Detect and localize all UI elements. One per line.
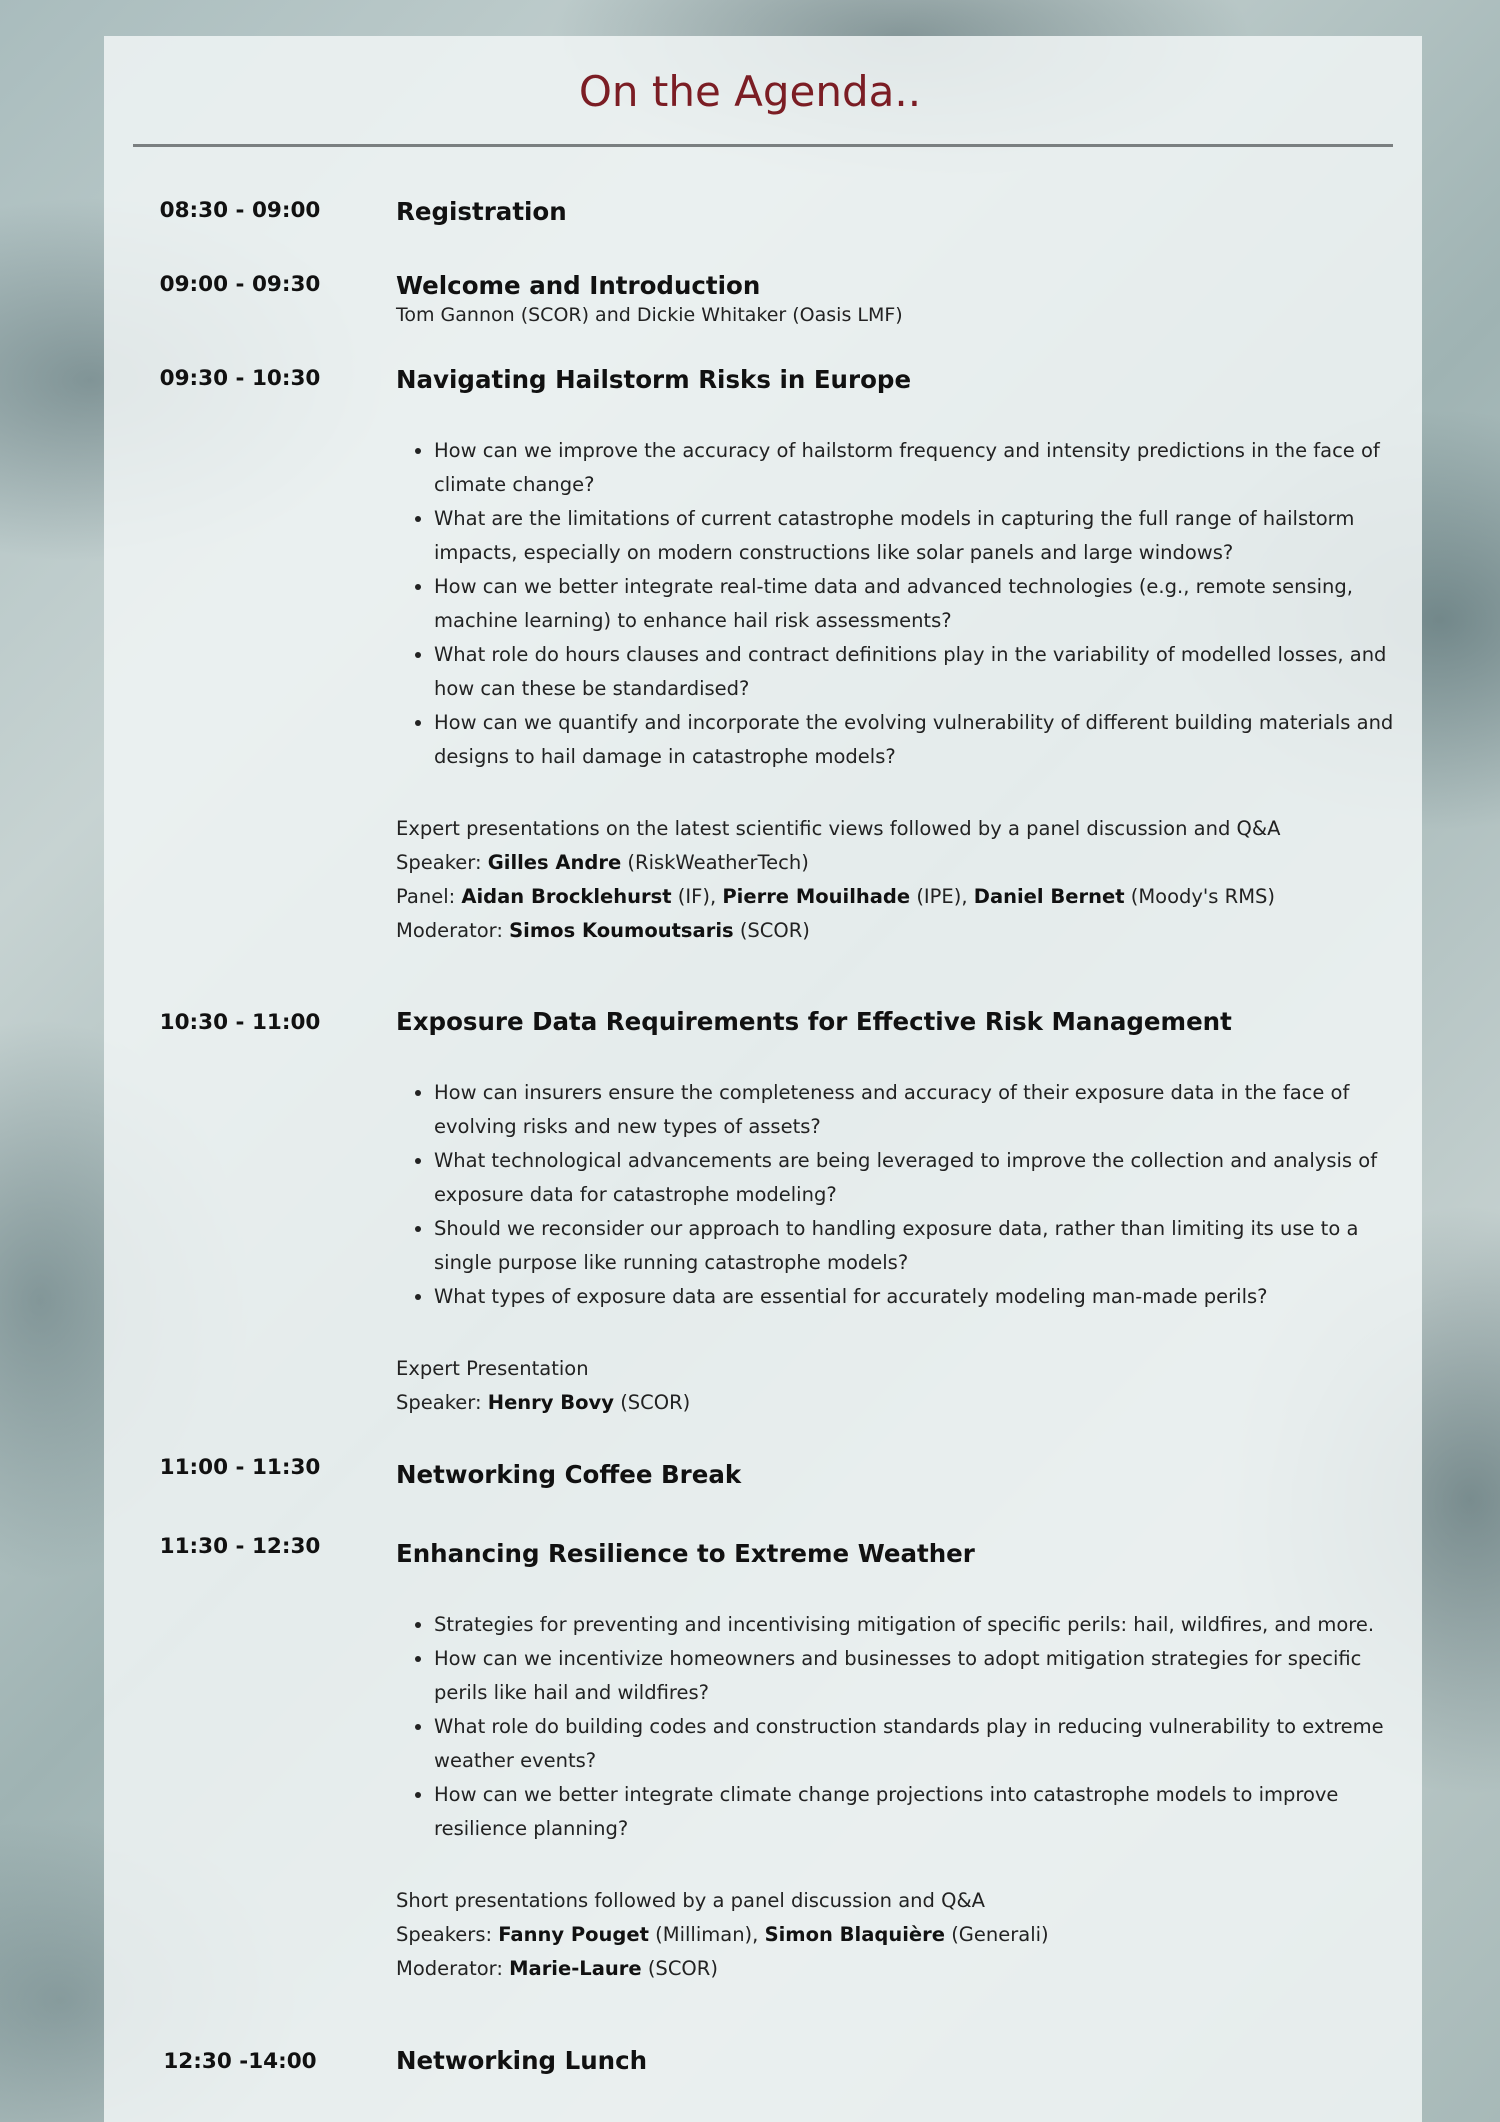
question-item: • What role do building codes and construction standards play in reducing vulnerability to extreme weather events? bbox=[434, 1710, 1396, 1778]
speakers-label: Speakers: bbox=[396, 1923, 493, 1946]
session-hosts: Tom Gannon (SCOR) and Dickie Whitaker (Oasis LMF) bbox=[396, 304, 903, 326]
session-time: 10:30 - 11:00 bbox=[159, 1010, 321, 1035]
question-item: • How can we better integrate climate change projections into catastrophe models to improve resilience planning? bbox=[434, 1778, 1396, 1846]
question-item: • What types of exposure data are essential for accurately modeling man-made perils? bbox=[434, 1280, 1396, 1314]
speaker-org: (RiskWeatherTech) bbox=[627, 851, 809, 874]
moderator-name: Marie-Laure bbox=[509, 1957, 642, 1980]
session-title: Enhancing Resilience to Extreme Weather bbox=[396, 1539, 975, 1568]
moderator-name: Simos Koumoutsaris bbox=[509, 919, 734, 942]
session-details bbox=[396, 1352, 1396, 1420]
session-format: Expert Presentation bbox=[396, 1357, 589, 1380]
question-item: • How can we incentivize homeowners and businesses to adopt mitigation strategies for specific perils like hail and wildfires? bbox=[434, 1642, 1396, 1710]
moderator-label: Moderator: bbox=[396, 1957, 503, 1980]
speaker-name: Gilles Andre bbox=[487, 851, 622, 874]
session-time: 08:30 - 09:00 bbox=[159, 198, 321, 223]
panelist-name: Pierre Mouilhade bbox=[722, 885, 911, 908]
session-format: Short presentations followed by a panel discussion and Q&A bbox=[396, 1889, 985, 1912]
question-item: • What are the limitations of current catastrophe models in capturing the full range of hailstorm impacts, especially on modern constructions like solar panels and large windows? bbox=[434, 502, 1396, 570]
panelist-name: Aidan Brocklehurst bbox=[461, 885, 672, 908]
session-title: Exposure Data Requirements for Effective Risk Management bbox=[396, 1007, 1232, 1036]
speaker-name: Henry Bovy bbox=[487, 1391, 614, 1414]
session-title: Navigating Hailstorm Risks in Europe bbox=[396, 365, 912, 394]
speaker-label: Speaker: bbox=[396, 851, 482, 874]
speakers-line bbox=[396, 1918, 1396, 1952]
question-item: • Strategies for preventing and incentivising mitigation of specific perils: hail, wildfires, and more. bbox=[434, 1608, 1396, 1642]
question-item: • What role do hours clauses and contract definitions play in the variability of modelled losses, and how can these be standardised? bbox=[434, 638, 1396, 706]
panelist-org: (IF), bbox=[677, 885, 717, 908]
moderator-line bbox=[396, 914, 1396, 948]
question-item: • How can we better integrate real-time data and advanced technologies (e.g., remote sensing, machine learning) to enhance hail risk assessments? bbox=[434, 570, 1396, 638]
speaker-org: (Generali) bbox=[951, 1923, 1049, 1946]
discussion-questions bbox=[396, 434, 1396, 774]
session-time: 09:30 - 10:30 bbox=[159, 366, 321, 391]
session-title: Registration bbox=[396, 197, 567, 226]
moderator-label: Moderator: bbox=[396, 919, 503, 942]
session-details bbox=[396, 1884, 1396, 1986]
session-time: 11:30 - 12:30 bbox=[159, 1534, 321, 1559]
session-format: Expert presentations on the latest scientific views followed by a panel discussion and Q&A bbox=[396, 817, 1281, 840]
session-time: 11:00 - 11:30 bbox=[159, 1455, 321, 1480]
speaker-line bbox=[396, 846, 1396, 880]
speaker-line bbox=[396, 1386, 1396, 1420]
discussion-questions bbox=[396, 1608, 1396, 1846]
question-item: • How can insurers ensure the completeness and accuracy of their exposure data in the face of evolving risks and new types of assets? bbox=[434, 1076, 1396, 1144]
session-details bbox=[396, 812, 1396, 948]
speaker-label: Speaker: bbox=[396, 1391, 482, 1414]
speaker-name: Fanny Pouget bbox=[498, 1923, 649, 1946]
panelist-org: (Moody's RMS) bbox=[1130, 885, 1276, 908]
speaker-org: (Milliman), bbox=[655, 1923, 759, 1946]
discussion-questions bbox=[396, 1076, 1396, 1314]
page-title: On the Agenda.. bbox=[578, 67, 922, 116]
panel-label: Panel: bbox=[396, 885, 456, 908]
question-item: • How can we quantify and incorporate the evolving vulnerability of different building materials and designs to hail damage in catastrophe models? bbox=[434, 706, 1396, 774]
moderator-line bbox=[396, 1952, 1396, 1986]
question-item: • How can we improve the accuracy of hailstorm frequency and intensity predictions in the face of climate change? bbox=[434, 434, 1396, 502]
session-title: Networking Coffee Break bbox=[396, 1460, 742, 1489]
moderator-org: (SCOR) bbox=[739, 919, 810, 942]
speaker-name: Simon Blaquière bbox=[764, 1923, 945, 1946]
title-divider bbox=[133, 144, 1393, 147]
session-title: Welcome and Introduction bbox=[396, 271, 761, 300]
panelist-org: (IPE), bbox=[916, 885, 968, 908]
question-item: • What technological advancements are being leveraged to improve the collection and analysis of exposure data for catastrophe modeling? bbox=[434, 1144, 1396, 1212]
session-time: 09:00 - 09:30 bbox=[159, 272, 321, 297]
moderator-org: (SCOR) bbox=[647, 1957, 718, 1980]
panelist-name: Daniel Bernet bbox=[973, 885, 1125, 908]
session-time: 12:30 -14:00 bbox=[163, 2049, 317, 2074]
speaker-org: (SCOR) bbox=[620, 1391, 691, 1414]
session-title: Networking Lunch bbox=[396, 2046, 648, 2075]
question-item: • Should we reconsider our approach to handling exposure data, rather than limiting its use to a single purpose like running catastrophe models? bbox=[434, 1212, 1396, 1280]
panel-line bbox=[396, 880, 1396, 914]
